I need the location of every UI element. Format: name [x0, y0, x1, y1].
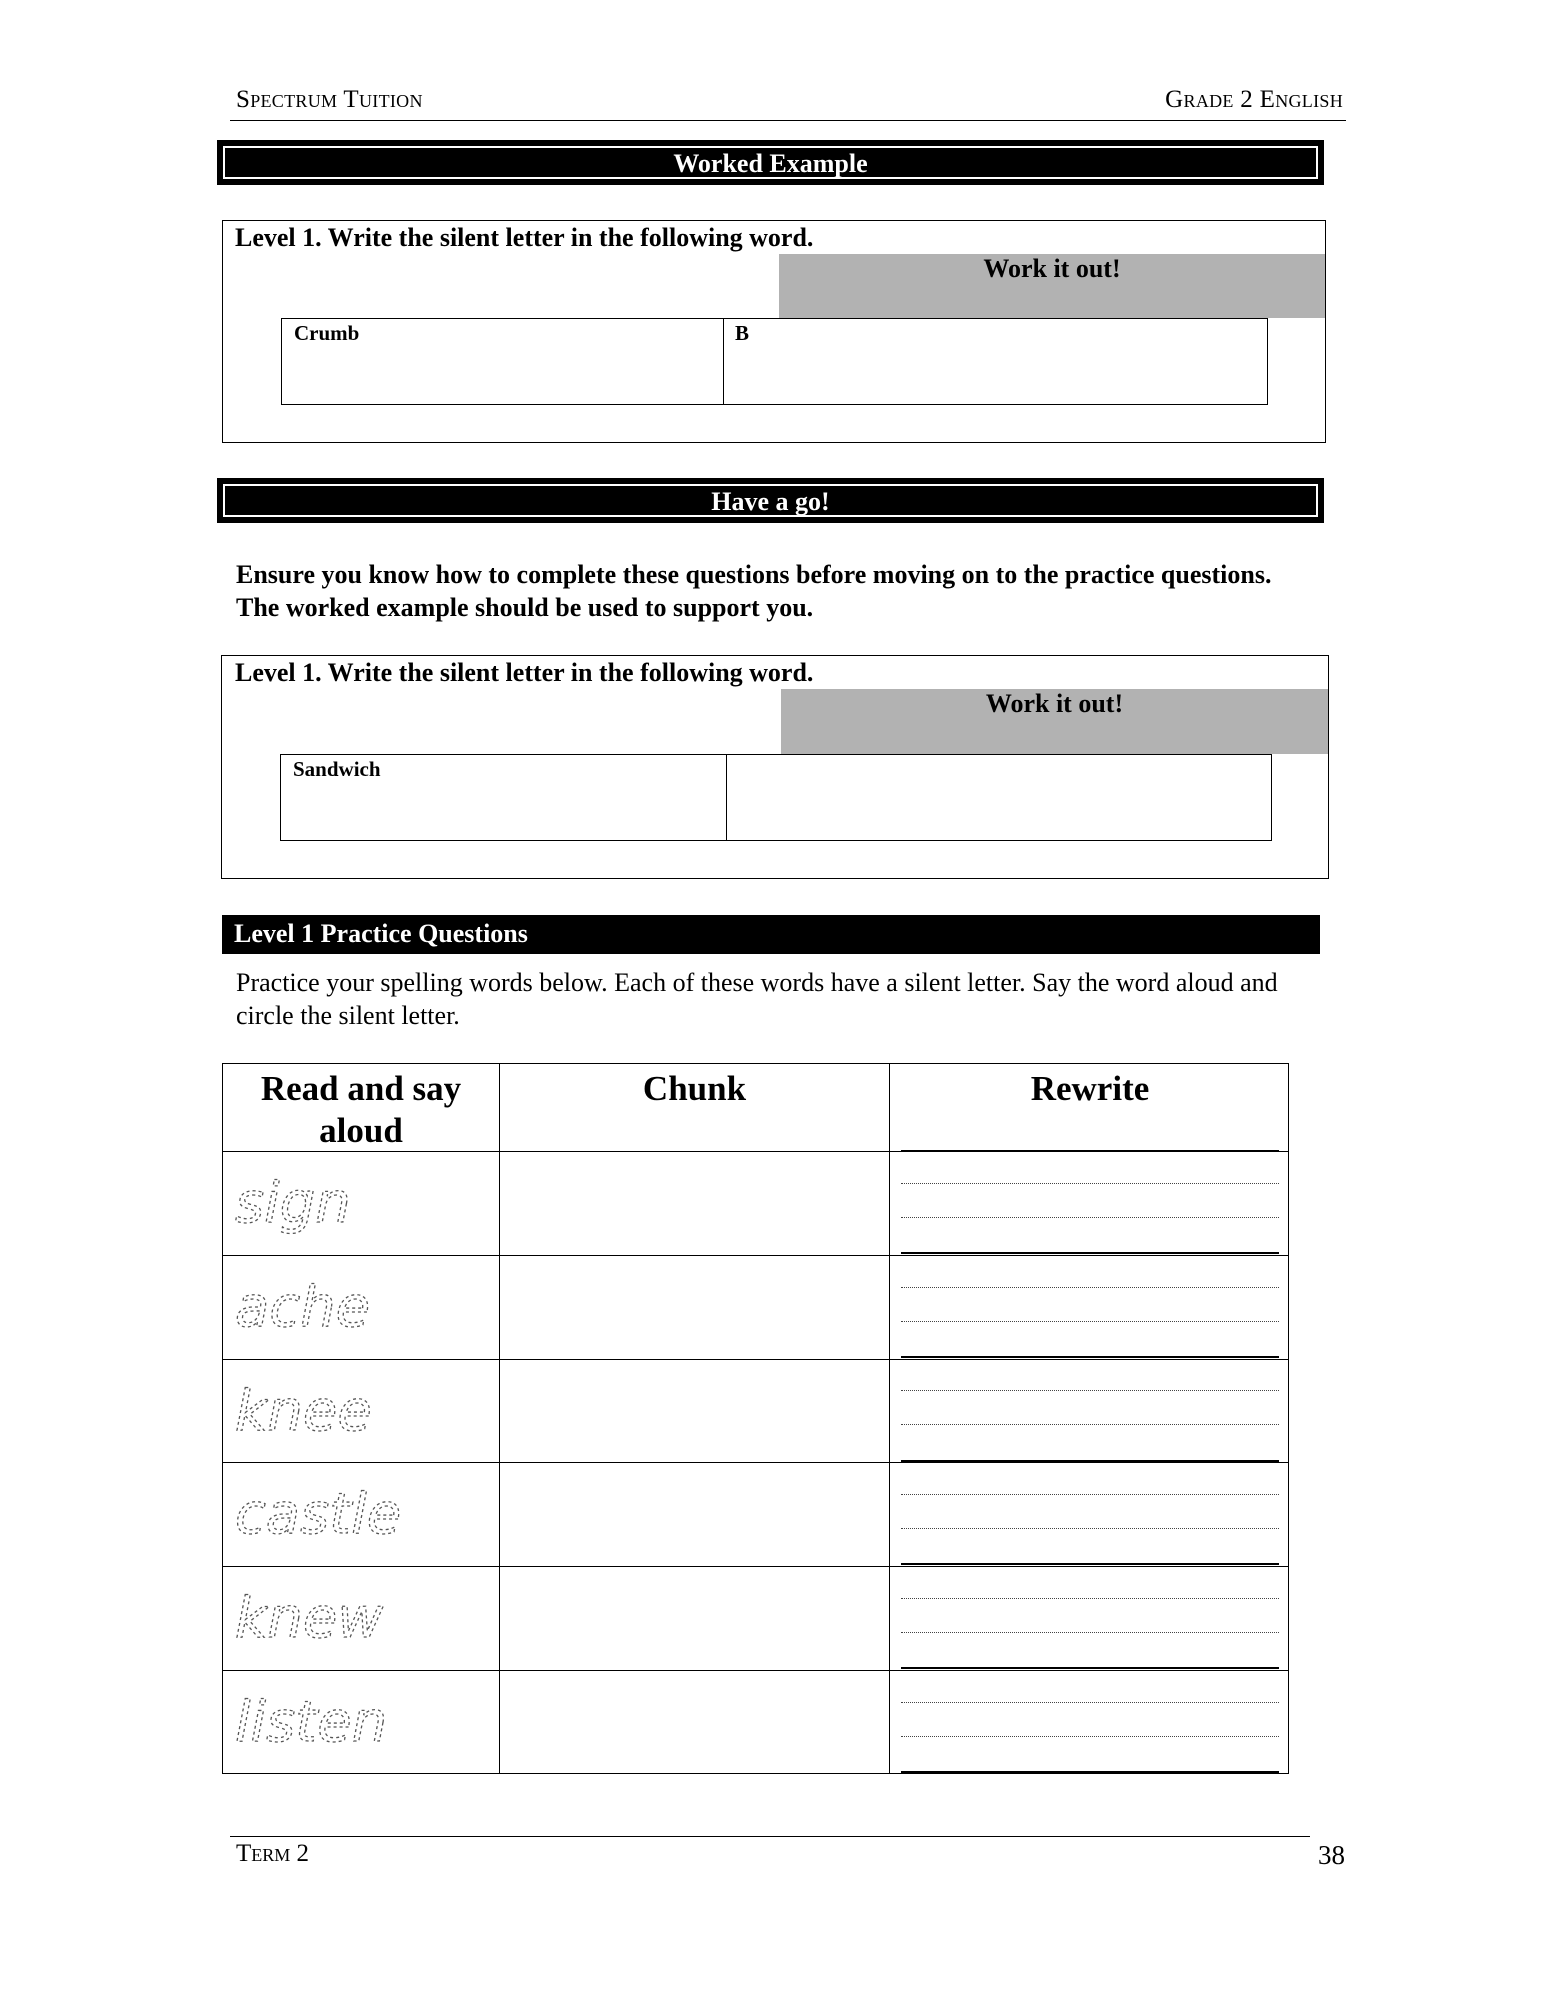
have-a-go-banner: [217, 478, 1324, 523]
trace-word-castle: castle: [235, 1482, 402, 1547]
table-row: [231, 1569, 491, 1669]
worked-example-word: Crumb: [294, 321, 360, 345]
footer-rule: [230, 1836, 1310, 1837]
practice-instructions: Practice your spelling words below. Each of these words have a silent letter. Say the word aloud and circle the silent letter.: [236, 968, 1278, 1030]
rewrite-lines[interactable]: [901, 1150, 1279, 1775]
trace-word-listen: listen: [235, 1690, 388, 1755]
trace-word-knew: knew: [235, 1586, 384, 1651]
header-left: Spectrum Tuition: [236, 86, 423, 113]
table-row: [231, 1154, 491, 1254]
chunk-cell-ache[interactable]: [501, 1257, 887, 1358]
worked-example-banner: [217, 140, 1324, 185]
have-a-go-work-label: Work it out!: [985, 689, 1124, 718]
table-row: [231, 1362, 491, 1462]
have-a-go-box: [221, 655, 1329, 879]
chunk-cell-listen[interactable]: [501, 1672, 887, 1773]
trace-word-ache: ache: [235, 1275, 371, 1340]
have-a-go-banner-label: Have a go!: [223, 484, 1318, 517]
chunk-cell-sign[interactable]: [501, 1153, 887, 1254]
chunk-cell-knee[interactable]: [501, 1361, 887, 1461]
table-row: [231, 1465, 491, 1565]
worked-example-work-area: [779, 254, 1325, 318]
worked-example-banner-label: Worked Example: [223, 146, 1318, 179]
have-a-go-answer-table: [280, 754, 1272, 841]
practice-title-bar: [222, 915, 1320, 954]
column-header-read: Read and say aloud: [260, 1069, 462, 1150]
worked-example-question: Level 1. Write the silent letter in the following word.: [235, 223, 814, 252]
column-header-chunk: Chunk: [642, 1069, 747, 1108]
table-row: [231, 1673, 491, 1773]
worked-example-work-label: Work it out!: [983, 254, 1121, 283]
column-divider: [889, 1064, 890, 1773]
worked-example-answer: B: [735, 321, 750, 345]
answer-divider: [723, 319, 724, 404]
have-a-go-question: Level 1. Write the silent letter in the following word.: [235, 658, 814, 687]
have-a-go-intro: Ensure you know how to complete these questions before moving on to the practice questions. The worked example should be used to support you.: [236, 560, 1272, 622]
header-rule: [230, 120, 1346, 121]
practice-table: [222, 1063, 1289, 1774]
column-divider: [499, 1064, 500, 1773]
chunk-cell-knew[interactable]: [501, 1568, 887, 1669]
header-right: Grade 2 English: [1165, 86, 1343, 113]
trace-word-sign: sign: [235, 1171, 351, 1236]
have-a-go-word: Sandwich: [293, 757, 381, 781]
worked-example-box: [222, 220, 1326, 443]
have-a-go-work-area: [781, 689, 1328, 754]
worked-example-answer-table: [281, 318, 1268, 405]
trace-word-knee: knee: [235, 1379, 372, 1444]
page-number: 38: [1318, 1840, 1345, 1870]
column-header-rewrite: Rewrite: [1030, 1069, 1150, 1108]
answer-divider: [726, 755, 727, 840]
chunk-cell-castle[interactable]: [501, 1464, 887, 1565]
table-row: [231, 1258, 491, 1358]
footer-term: Term 2: [236, 1840, 310, 1867]
practice-title: Level 1 Practice Questions: [234, 919, 528, 948]
